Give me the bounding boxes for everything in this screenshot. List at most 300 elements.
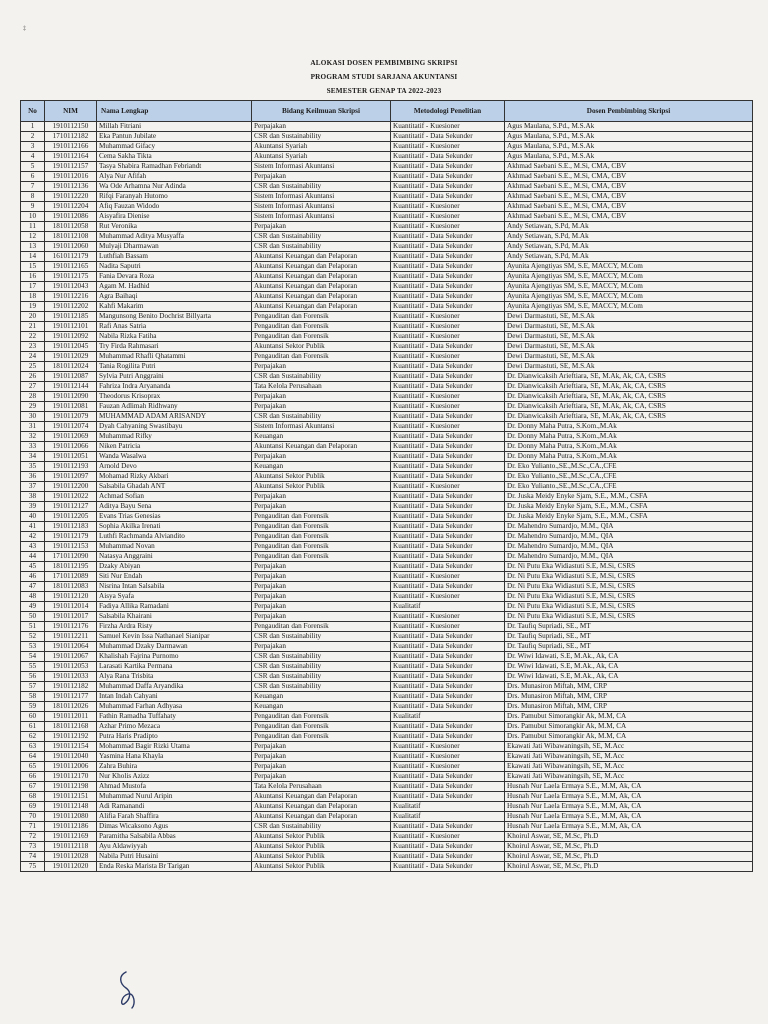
cell-nim: 1910112045 [45,342,97,352]
cell-field: Pengauditan dan Forensik [252,712,391,722]
cell-field: Akuntansi Sektor Publik [252,832,391,842]
cell-method: Kuantitatif - Data Sekunder [391,792,505,802]
cell-no: 65 [21,762,45,772]
cell-supervisor: Dr. Donny Maha Putra, S.Kom.,M.Ak [505,452,753,462]
cell-field: CSR dan Sustainability [252,232,391,242]
cell-supervisor: Akhmad Saebani S.E., M.Si, CMA, CBV [505,212,753,222]
cell-field: Perpajakan [252,562,391,572]
cell-name: Khalishah Fajrina Purnomo [97,652,252,662]
cell-no: 17 [21,282,45,292]
cell-name: Rifqi Faranyah Hutomo [97,192,252,202]
cell-field: Akuntansi Sektor Publik [252,482,391,492]
cell-nim: 1910112177 [45,692,97,702]
cell-supervisor: Ekawati Jati Wibawaningsih, SE, M.Acc [505,772,753,782]
cell-no: 60 [21,712,45,722]
cell-name: Alya Rana Trisbita [97,672,252,682]
cell-method: Kuantitatif - Kuesioner [391,482,505,492]
table-row [21,382,753,392]
table-row [21,402,753,412]
cell-method: Kuantitatif - Data Sekunder [391,722,505,732]
cell-no: 25 [21,362,45,372]
page-corner-mark: ‡ [23,26,26,32]
cell-no: 37 [21,482,45,492]
cell-nim: 1910112200 [45,482,97,492]
cell-supervisor: Dr. Eko Yulianto.,SE.,M.Sc.,CA.,CFE [505,472,753,482]
cell-method: Kualitatif [391,602,505,612]
cell-supervisor: Dewi Darmastuti, SE, M.S.Ak [505,322,753,332]
table-row [21,262,753,272]
table-row [21,622,753,632]
cell-name: Wa Ode Arhamna Nur Adinda [97,182,252,192]
cell-no: 19 [21,302,45,312]
cell-name: Paramitha Salsabila Abbas [97,832,252,842]
cell-no: 3 [21,142,45,152]
table-header-row [21,101,753,122]
cell-field: Perpajakan [252,582,391,592]
cell-nim: 1910112011 [45,712,97,722]
cell-no: 44 [21,552,45,562]
cell-field: Sistem Informasi Akuntansi [252,212,391,222]
cell-name: Rafi Anas Satria [97,322,252,332]
cell-no: 74 [21,852,45,862]
cell-no: 53 [21,642,45,652]
cell-nim: 1910112090 [45,392,97,402]
cell-nim: 1910112182 [45,682,97,692]
cell-no: 14 [21,252,45,262]
cell-name: Aditya Bayu Sena [97,502,252,512]
cell-field: Akuntansi Sektor Publik [252,342,391,352]
cell-nim: 1910112014 [45,602,97,612]
table-row [21,122,753,132]
table-row [21,172,753,182]
cell-method: Kuantitatif - Data Sekunder [391,552,505,562]
cell-supervisor: Drs. Munasiron Miftah, MM, CRP [505,692,753,702]
cell-field: CSR dan Sustainability [252,132,391,142]
cell-field: CSR dan Sustainability [252,632,391,642]
cell-method: Kuantitatif - Data Sekunder [391,242,505,252]
cell-no: 22 [21,332,45,342]
cell-field: Pengauditan dan Forensik [252,532,391,542]
cell-name: Muhammad Aditya Musyaffa [97,232,252,242]
cell-nim: 1910112144 [45,382,97,392]
cell-nim: 1910112033 [45,672,97,682]
cell-no: 71 [21,822,45,832]
cell-method: Kuantitatif - Data Sekunder [391,652,505,662]
cell-name: Muhammad Gifacy [97,142,252,152]
cell-name: Arnold Devo [97,462,252,472]
cell-name: Luthfiah Bassam [97,252,252,262]
cell-no: 18 [21,292,45,302]
cell-supervisor: Akhmad Saebani S.E., M.Si, CMA, CBV [505,192,753,202]
cell-field: CSR dan Sustainability [252,822,391,832]
table-row [21,842,753,852]
cell-method: Kuantitatif - Data Sekunder [391,132,505,142]
cell-nim: 1710112182 [45,132,97,142]
cell-nim: 1810112195 [45,562,97,572]
cell-no: 56 [21,672,45,682]
cell-name: Azhar Primo Mezaca [97,722,252,732]
cell-name: Sophia Akilka Irenati [97,522,252,532]
cell-method: Kuantitatif - Kuesioner [391,832,505,842]
cell-name: Rut Veronika [97,222,252,232]
cell-name: Larasati Kartika Permana [97,662,252,672]
cell-supervisor: Khoirul Aswar, SE, M.Sc, Ph.D [505,842,753,852]
cell-supervisor: Dr. Eko Yulianto.,SE.,M.Sc.,CA.,CFE [505,482,753,492]
document-header [0,56,768,98]
cell-method: Kuantitatif - Data Sekunder [391,772,505,782]
cell-method: Kuantitatif - Data Sekunder [391,412,505,422]
cell-nim: 1610112179 [45,252,97,262]
cell-method: Kuantitatif - Kuesioner [391,222,505,232]
cell-name: Try Firda Rahmasari [97,342,252,352]
cell-supervisor: Ayunita Ajengtiyas SM, S.E, MACCY, M.Com [505,262,753,272]
cell-field: Sistem Informasi Akuntansi [252,202,391,212]
cell-field: Perpajakan [252,642,391,652]
cell-nim: 1910112193 [45,462,97,472]
cell-supervisor: Dr. Wiwi Idawati, S.E, M.Ak., Ak, CA [505,652,753,662]
cell-nim: 1910112157 [45,162,97,172]
cell-nim: 1910112175 [45,272,97,282]
table-row [21,612,753,622]
cell-name: Intan Indah Cahyani [97,692,252,702]
cell-field: Perpajakan [252,762,391,772]
cell-field: Perpajakan [252,172,391,182]
cell-nim: 1910112192 [45,732,97,742]
cell-method: Kuantitatif - Data Sekunder [391,842,505,852]
table-row [21,302,753,312]
cell-no: 39 [21,502,45,512]
cell-name: Afiq Fauzan Widodo [97,202,252,212]
cell-field: Tata Kelola Perusahaan [252,782,391,792]
cell-nim: 1910112148 [45,802,97,812]
cell-method: Kuantitatif - Kuesioner [391,202,505,212]
cell-method: Kuantitatif - Kuesioner [391,142,505,152]
table-row [21,542,753,552]
cell-method: Kuantitatif - Kuesioner [391,422,505,432]
cell-field: CSR dan Sustainability [252,242,391,252]
cell-no: 59 [21,702,45,712]
cell-no: 62 [21,732,45,742]
cell-supervisor: Ayunita Ajengtiyas SM, S.E, MACCY, M.Com [505,272,753,282]
cell-name: Dyah Cahyaning Swastibayu [97,422,252,432]
cell-method: Kuantitatif - Kuesioner [391,762,505,772]
cell-supervisor: Dr. Juska Meidy Enyke Sjam, S.E., M.M., CSFA [505,512,753,522]
table-row [21,362,753,372]
cell-no: 73 [21,842,45,852]
cell-nim: 1910112216 [45,292,97,302]
cell-supervisor: Dewi Darmastuti, SE, M.S.Ak [505,352,753,362]
cell-supervisor: Drs. Pamubut Simorangkir Ak, M.M, CA [505,732,753,742]
cell-method: Kuantitatif - Data Sekunder [391,152,505,162]
cell-nim: 1810112083 [45,582,97,592]
cell-field: Akuntansi Keuangan dan Pelaporan [252,792,391,802]
cell-name: Nadita Saputri [97,262,252,272]
cell-name: Yasmina Hana Khayla [97,752,252,762]
cell-nim: 1910112067 [45,652,97,662]
cell-no: 15 [21,262,45,272]
cell-field: Pengauditan dan Forensik [252,542,391,552]
table-row [21,182,753,192]
table-row [21,332,753,342]
table-row [21,272,753,282]
cell-supervisor: Dr. Dianwicaksih Arieftiara, SE, M.Ak, Ak, CA, CSRS [505,372,753,382]
cell-supervisor: Ayunita Ajengtiyas SM, S.E, MACCY, M.Com [505,292,753,302]
table-row [21,652,753,662]
cell-field: Akuntansi Keuangan dan Pelaporan [252,442,391,452]
cell-field: Pengauditan dan Forensik [252,352,391,362]
cell-supervisor: Dr. Eko Yulianto.,SE.,M.Sc.,CA.,CFE [505,462,753,472]
handwritten-signature [112,968,152,1012]
cell-nim: 1910112179 [45,532,97,542]
table-body [21,122,753,872]
cell-name: Ahmad Mustofa [97,782,252,792]
cell-nim: 1910112043 [45,282,97,292]
table-row [21,412,753,422]
table-row [21,682,753,692]
cell-supervisor: Dr. Mahendro Sumardjo, M.M., QIA [505,542,753,552]
cell-nim: 1910112040 [45,752,97,762]
table-row [21,142,753,152]
cell-method: Kuantitatif - Data Sekunder [391,462,505,472]
cell-field: Perpajakan [252,772,391,782]
cell-field: Akuntansi Keuangan dan Pelaporan [252,252,391,262]
cell-nim: 1910112092 [45,332,97,342]
cell-nim: 1910112069 [45,432,97,442]
cell-method: Kuantitatif - Data Sekunder [391,522,505,532]
cell-nim: 1910112170 [45,772,97,782]
cell-field: Pengauditan dan Forensik [252,552,391,562]
cell-supervisor: Dr. Ni Putu Eka Widiastuti S.E, M.Si, CSRS [505,572,753,582]
cell-no: 1 [21,122,45,132]
cell-name: Tasya Shabira Ramadhan Febriandt [97,162,252,172]
table-row [21,392,753,402]
cell-field: CSR dan Sustainability [252,412,391,422]
table-row [21,472,753,482]
cell-method: Kuantitatif - Kuesioner [391,212,505,222]
table-row [21,802,753,812]
cell-name: Muhammad Novan [97,542,252,552]
cell-method: Kuantitatif - Kuesioner [391,572,505,582]
table-row [21,702,753,712]
cell-name: Achmad Sofian [97,492,252,502]
cell-nim: 1710112090 [45,552,97,562]
cell-field: Perpajakan [252,752,391,762]
cell-method: Kuantitatif - Data Sekunder [391,512,505,522]
cell-supervisor: Dr. Ni Putu Eka Widiastuti S.E, M.Si, CSRS [505,602,753,612]
table-row [21,312,753,322]
cell-method: Kuantitatif - Data Sekunder [391,532,505,542]
cell-name: Kahfi Makarim [97,302,252,312]
header-title: ALOKASI DOSEN PEMBIMBING SKRIPSI [310,59,458,67]
cell-no: 48 [21,592,45,602]
cell-supervisor: Akhmad Saebani S.E., M.Si, CMA, CBV [505,162,753,172]
cell-field: Perpajakan [252,602,391,612]
cell-field: Perpajakan [252,452,391,462]
cell-nim: 1910112165 [45,262,97,272]
table-row [21,152,753,162]
cell-name: Dzaky Abiyan [97,562,252,572]
cell-nim: 1910112064 [45,642,97,652]
cell-name: Mohammad Bagir Rizki Utama [97,742,252,752]
cell-supervisor: Dr. Dianwicaksih Arieftiara, SE, M.Ak, Ak, CA, CSRS [505,392,753,402]
cell-no: 70 [21,812,45,822]
cell-field: Perpajakan [252,572,391,582]
cell-method: Kuantitatif - Kuesioner [391,592,505,602]
cell-method: Kuantitatif - Data Sekunder [391,282,505,292]
cell-nim: 1910112028 [45,852,97,862]
cell-field: Pengauditan dan Forensik [252,512,391,522]
cell-name: MUHAMMAD ADAM ARISANDY [97,412,252,422]
cell-supervisor: Dr. Wiwi Idawati, S.E, M.Ak., Ak, CA [505,672,753,682]
cell-name: Muhammad Dzaky Darmawan [97,642,252,652]
cell-no: 23 [21,342,45,352]
cell-nim: 1910112087 [45,372,97,382]
cell-name: Muhammad Nurul Aripin [97,792,252,802]
cell-method: Kuantitatif - Data Sekunder [391,362,505,372]
cell-method: Kualitatif [391,812,505,822]
cell-no: 10 [21,212,45,222]
cell-method: Kuantitatif - Data Sekunder [391,342,505,352]
table-row [21,732,753,742]
cell-nim: 1910112154 [45,742,97,752]
cell-field: Akuntansi Keuangan dan Pelaporan [252,302,391,312]
cell-name: Ayu Aldawiyyah [97,842,252,852]
cell-no: 51 [21,622,45,632]
cell-no: 67 [21,782,45,792]
table-row [21,642,753,652]
table-row [21,792,753,802]
cell-supervisor: Dewi Darmastuti, SE, M.S.Ak [505,342,753,352]
cell-supervisor: Agus Maulana, S.Pd., M.S.Ak [505,142,753,152]
cell-method: Kuantitatif - Kuesioner [391,322,505,332]
table-row [21,202,753,212]
cell-supervisor: Dewi Darmastuti, SE, M.S.Ak [505,362,753,372]
cell-nim: 1910112101 [45,322,97,332]
cell-nim: 1910112066 [45,442,97,452]
cell-supervisor: Khoirul Aswar, SE, M.Sc, Ph.D [505,832,753,842]
col-header-no: No [21,101,45,122]
cell-field: Akuntansi Sektor Publik [252,852,391,862]
cell-field: Akuntansi Syariah [252,142,391,152]
table-row [21,482,753,492]
table-row [21,512,753,522]
cell-field: Perpajakan [252,122,391,132]
cell-name: Fahriza Indra Aryananda [97,382,252,392]
cell-name: Natasya Anggraini [97,552,252,562]
cell-no: 7 [21,182,45,192]
cell-no: 4 [21,152,45,162]
cell-name: Aisya Syafa [97,592,252,602]
cell-nim: 1910112060 [45,242,97,252]
cell-name: Putra Haris Pradipto [97,732,252,742]
cell-no: 9 [21,202,45,212]
cell-no: 57 [21,682,45,692]
cell-supervisor: Dr. Donny Maha Putra, S.Kom.,M.Ak [505,422,753,432]
cell-no: 50 [21,612,45,622]
cell-nim: 1910112164 [45,152,97,162]
cell-method: Kualitatif [391,712,505,722]
cell-name: Nur Kholis Azizz [97,772,252,782]
cell-name: Firzha Ardra Risty [97,622,252,632]
cell-nim: 1910112029 [45,352,97,362]
cell-supervisor: Dr. Juska Meidy Enyke Sjam, S.E., M.M., CSFA [505,492,753,502]
cell-nim: 1910112151 [45,792,97,802]
cell-field: Sistem Informasi Akuntansi [252,162,391,172]
cell-field: Pengauditan dan Forensik [252,722,391,732]
cell-field: Perpajakan [252,612,391,622]
table-row [21,342,753,352]
cell-name: Cema Sakha Tikta [97,152,252,162]
cell-name: Samuel Kevin Issa Nathanael Sianipar [97,632,252,642]
cell-supervisor: Dr. Ni Putu Eka Widiastuti S.E, M.Si, CSRS [505,592,753,602]
cell-name: Sylvia Putri Anggraini [97,372,252,382]
cell-method: Kuantitatif - Data Sekunder [391,702,505,712]
table-row [21,712,753,722]
cell-name: Evans Trias Genesias [97,512,252,522]
cell-supervisor: Dr. Dianwicaksih Arieftiara, SE, M.Ak, Ak, CA, CSRS [505,412,753,422]
cell-nim: 1910112204 [45,202,97,212]
table-row [21,292,753,302]
cell-nim: 1910112022 [45,492,97,502]
cell-nim: 1810112168 [45,722,97,732]
cell-nim: 1910112086 [45,212,97,222]
table-row [21,462,753,472]
table-row [21,442,753,452]
cell-no: 36 [21,472,45,482]
cell-field: Perpajakan [252,402,391,412]
cell-method: Kuantitatif - Kuesioner [391,622,505,632]
cell-no: 12 [21,232,45,242]
cell-field: Akuntansi Keuangan dan Pelaporan [252,282,391,292]
cell-method: Kuantitatif - Kuesioner [391,392,505,402]
cell-name: Fadiya Allika Ramadani [97,602,252,612]
cell-nim: 1910112205 [45,512,97,522]
cell-supervisor: Dr. Taufiq Supriadi, SE., MT [505,632,753,642]
cell-name: Alifia Farah Shaffira [97,812,252,822]
cell-field: Keuangan [252,692,391,702]
table-row [21,592,753,602]
table-row [21,832,753,842]
cell-nim: 1910112202 [45,302,97,312]
cell-no: 75 [21,862,45,872]
cell-field: Akuntansi Keuangan dan Pelaporan [252,812,391,822]
cell-name: Agam M. Hadhid [97,282,252,292]
cell-field: Keuangan [252,432,391,442]
cell-field: CSR dan Sustainability [252,652,391,662]
table-row [21,522,753,532]
cell-field: Akuntansi Keuangan dan Pelaporan [252,802,391,812]
cell-method: Kuantitatif - Data Sekunder [391,492,505,502]
cell-method: Kuantitatif - Kuesioner [391,612,505,622]
cell-no: 32 [21,432,45,442]
cell-method: Kuantitatif - Kuesioner [391,742,505,752]
table-row [21,852,753,862]
cell-method: Kuantitatif - Data Sekunder [391,582,505,592]
cell-method: Kuantitatif - Data Sekunder [391,502,505,512]
table-row [21,632,753,642]
cell-no: 6 [21,172,45,182]
cell-field: CSR dan Sustainability [252,682,391,692]
cell-no: 42 [21,532,45,542]
cell-field: Akuntansi Keuangan dan Pelaporan [252,292,391,302]
cell-supervisor: Ayunita Ajengtiyas SM, S.E, MACCY, M.Com [505,282,753,292]
cell-nim: 1910112150 [45,122,97,132]
header-semester: SEMESTER GENAP TA 2022-2023 [326,87,442,95]
table-row [21,192,753,202]
cell-name: Fania Devara Roza [97,272,252,282]
cell-name: Mulyaji Dharmawan [97,242,252,252]
cell-supervisor: Dewi Darmastuti, SE, M.S.Ak [505,332,753,342]
